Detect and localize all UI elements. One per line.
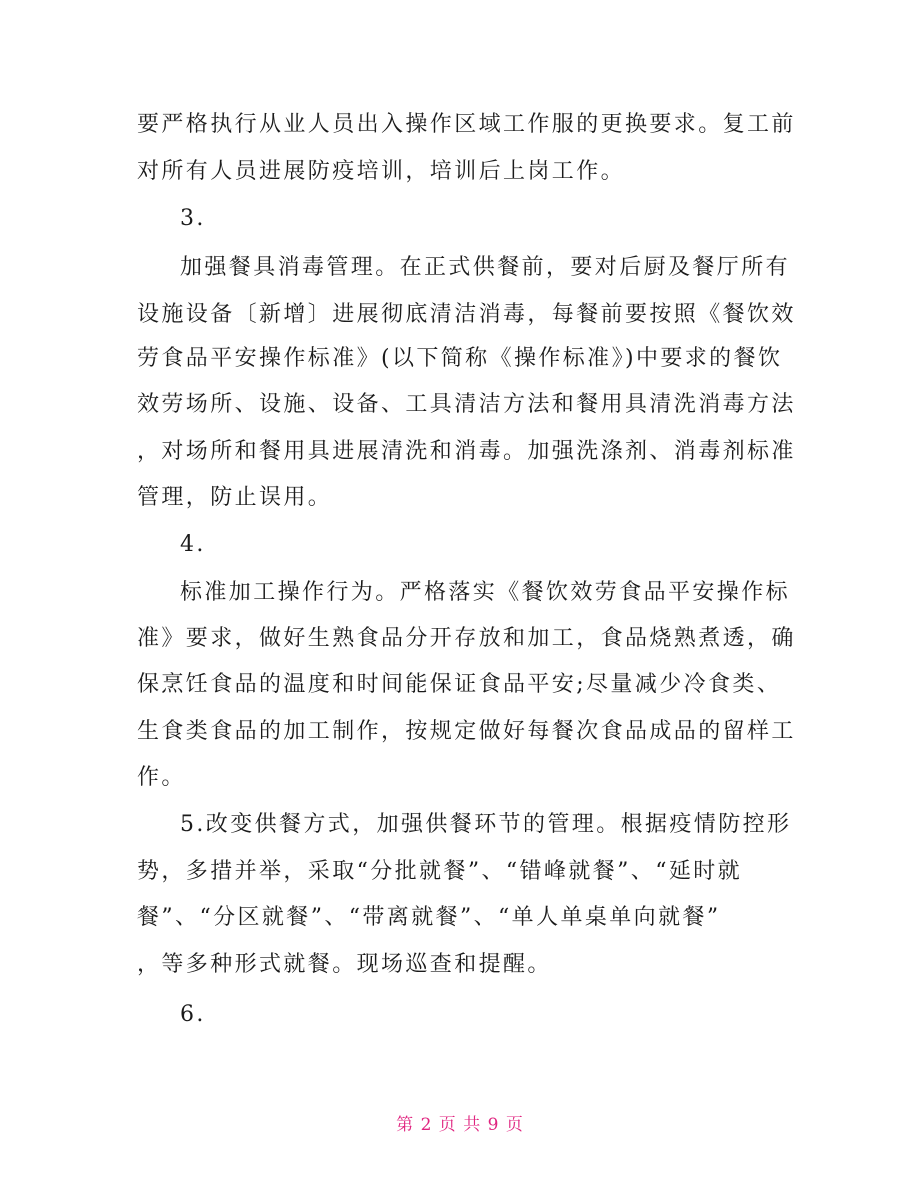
body-text-line: 效劳场所、设施、设备、工具清洁方法和餐用具清洗消毒方法	[137, 392, 796, 417]
body-text-line: 对所有人员进展防疫培训，培训后上岗工作。	[137, 159, 626, 184]
body-text-line: ，对场所和餐用具进展清洗和消毒。加强洗涤剂、消毒剂标准	[137, 439, 796, 464]
body-text-line: 准》要求，做好生熟食品分开存放和加工，食品烧熟煮透，确	[137, 626, 796, 651]
body-text-line: 保烹饪食品的温度和时间能保证食品平安;尽量减少冷食类、	[137, 672, 782, 697]
body-text-line: 劳食品平安操作标准》(以下简称《操作标准》)中要求的餐饮	[137, 346, 783, 371]
body-text-line: 势，多措并举，采取“分批就餐”、“错峰就餐”、“延时就	[137, 859, 743, 884]
body-text-line: 管理，防止误用。	[137, 485, 333, 510]
body-text-line: 作。	[137, 765, 186, 790]
body-text-line: 设施设备〔新增〕进展彻底清洁消毒，每餐前要按照《餐饮效	[137, 302, 796, 327]
body-text-line: 餐”、“分区就餐”、“带离就餐”、“单人单桌单向就餐”	[137, 905, 721, 930]
paragraph-4-first-line: 标准加工操作行为。严格落实《餐饮效劳食品平安操作标	[180, 580, 791, 605]
body-text-line: ，等多种形式就餐。现场巡查和提醒。	[137, 952, 552, 977]
section-number-3: 3.	[180, 206, 206, 231]
body-text-line: 生食类食品的加工制作，按规定做好每餐次食品成品的留样工	[137, 719, 796, 744]
body-text-line: 要严格执行从业人员出入操作区域工作服的更换要求。复工前	[137, 112, 796, 137]
page-number-footer: 第 2 页 共 9 页	[396, 1115, 524, 1135]
section-number-4: 4.	[180, 532, 206, 557]
section-number-6: 6.	[180, 1002, 206, 1027]
paragraph-3-first-line: 加强餐具消毒管理。在正式供餐前，要对后厨及餐厅所有	[180, 255, 791, 280]
paragraph-5-first-line: 5.改变供餐方式，加强供餐环节的管理。根据疫情防控形	[180, 812, 792, 837]
